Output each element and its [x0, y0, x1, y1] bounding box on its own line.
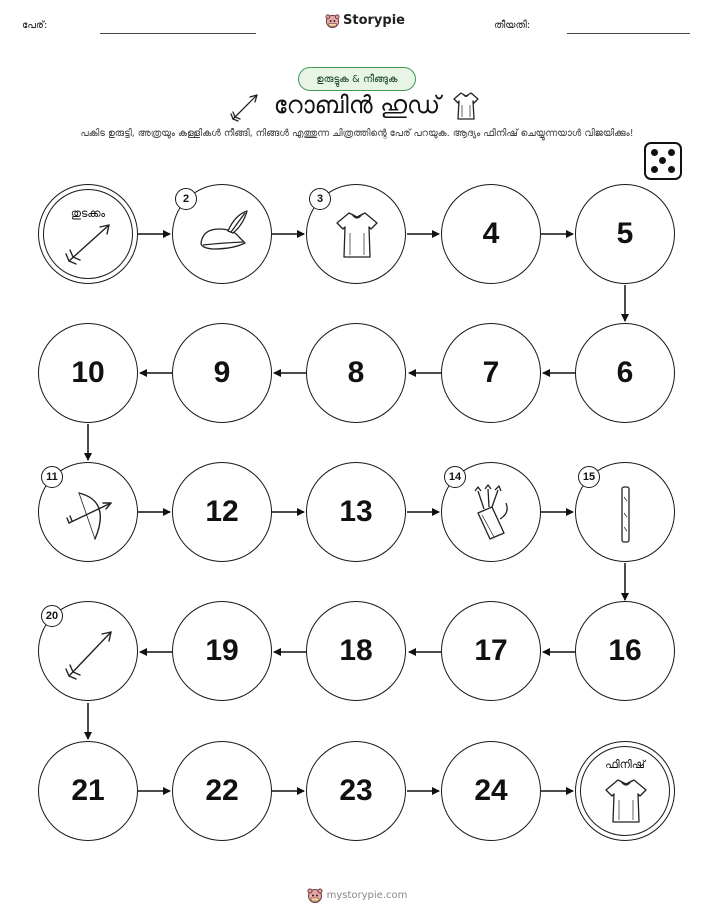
board-cell-6: [575, 323, 675, 423]
cell-number: 24: [474, 774, 508, 807]
cell-number: 17: [474, 634, 508, 667]
cell-number: 8: [347, 356, 365, 389]
board-cell-20: [38, 601, 138, 701]
board-cell-15: [575, 462, 675, 562]
board-cell-2: [172, 184, 272, 284]
cell-number-badge: 2: [175, 188, 197, 210]
board-cell-13: [306, 462, 406, 562]
board-cell-22: [172, 741, 272, 841]
finish-cell: [575, 741, 675, 841]
arrow-icon: [39, 185, 139, 285]
start-label: തുടക്കം: [70, 207, 106, 220]
finish-label: ഫിനിഷ്: [605, 758, 645, 771]
cell-number: 23: [339, 774, 373, 807]
cell-number-badge: 20: [41, 605, 63, 627]
cell-number: 18: [339, 634, 373, 667]
board-cell-16: [575, 601, 675, 701]
board-cell-21: [38, 741, 138, 841]
footer: [0, 887, 714, 903]
cell-number-badge: 11: [41, 466, 63, 488]
cell-number-badge: 14: [444, 466, 466, 488]
date-label: തീയതി:: [494, 20, 531, 31]
cell-number: 12: [205, 495, 239, 528]
board-cell-8: [306, 323, 406, 423]
cell-number: 7: [482, 356, 500, 389]
cell-number: 19: [205, 634, 239, 667]
board-cell-14: [441, 462, 541, 562]
board-cell-10: [38, 323, 138, 423]
footer-site[interactable]: mystorypie.com: [326, 889, 408, 901]
board-cell-23: [306, 741, 406, 841]
cell-number-badge: 15: [578, 466, 600, 488]
board-cell-19: [172, 601, 272, 701]
page-title: റോബിൻ ഹുഡ്: [273, 91, 441, 119]
board-cell-12: [172, 462, 272, 562]
cell-number: 6: [616, 356, 634, 389]
cell-number: 9: [213, 356, 231, 389]
cell-number: 5: [616, 217, 634, 250]
cell-number: 16: [608, 634, 642, 667]
board-cell-3: [306, 184, 406, 284]
start-cell: [38, 184, 138, 284]
board-cell-4: [441, 184, 541, 284]
board-cell-7: [441, 323, 541, 423]
cell-number: 22: [205, 774, 239, 807]
board-cell-18: [306, 601, 406, 701]
name-label: പേര്:: [22, 20, 48, 31]
board-cell-9: [172, 323, 272, 423]
cell-number-badge: 3: [309, 188, 331, 210]
board-cell-11: [38, 462, 138, 562]
game-type-pill: ഉരുട്ടുക & നീങ്ങുക: [298, 67, 416, 91]
cell-number: 13: [339, 495, 373, 528]
board-cell-5: [575, 184, 675, 284]
instructions-text: പകിട ഉരുട്ടി, അത്രയും കള്ളികൾ നീങ്ങി, നിങ്ങൾ എത്തുന്ന ചിത്രത്തിന്റെ പേര് പറയുക. ആദ്യം ഫിനിഷ് ചെയ്യുന്നയാൾ വിജയിക്കും!: [80, 128, 634, 139]
cell-number: 10: [71, 356, 105, 389]
mascot-icon: [307, 887, 323, 903]
board-cell-24: [441, 741, 541, 841]
cell-number: 21: [71, 774, 105, 807]
tunic-icon: [576, 742, 676, 842]
cell-number: 4: [482, 217, 500, 250]
logo-text: Storypie: [343, 13, 405, 28]
board-cell-17: [441, 601, 541, 701]
